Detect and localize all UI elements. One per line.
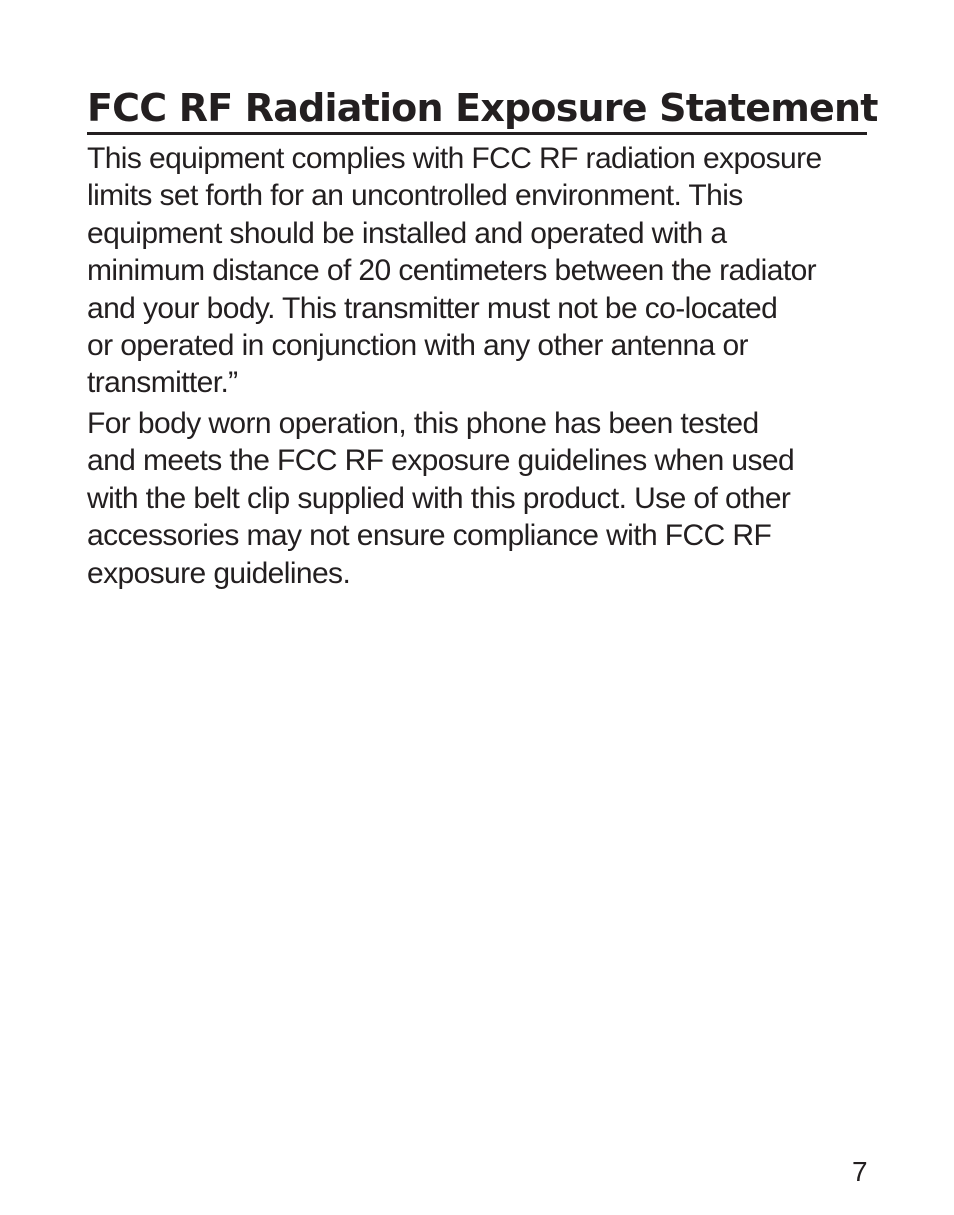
paragraph-line: and your body. This transmitter must not be co-located (87, 291, 778, 325)
section-heading-underline (87, 84, 878, 135)
paragraph-line: accessories may not ensure compliance with FCC RF (87, 519, 772, 553)
paragraph-line: transmitter.” (87, 366, 238, 400)
paragraph-line: equipment should be installed and operated with a (87, 216, 727, 250)
paragraph-line: and meets the FCC RF exposure guidelines when used (87, 444, 795, 478)
paragraph-rf-exposure-limits (87, 140, 877, 402)
paragraph-line: This equipment complies with FCC RF radiation exposure (87, 142, 822, 175)
paragraph-line: or operated in conjunction with any other antenna or (87, 329, 748, 363)
page-title: FCC RF Radiation Exposure Statement (87, 86, 878, 130)
page-number: 7 (852, 1156, 868, 1187)
paragraph-body-worn-operation (87, 405, 877, 592)
paragraph-line: exposure guidelines. (87, 556, 351, 590)
paragraph-line: minimum distance of 20 centimeters between the radiator (87, 254, 817, 288)
paragraph-line: with the belt clip supplied with this product. Use of other (87, 481, 791, 515)
paragraph-line: limits set forth for an uncontrolled environment. This (87, 179, 743, 213)
paragraph-line: For body worn operation, this phone has been tested (87, 407, 759, 440)
